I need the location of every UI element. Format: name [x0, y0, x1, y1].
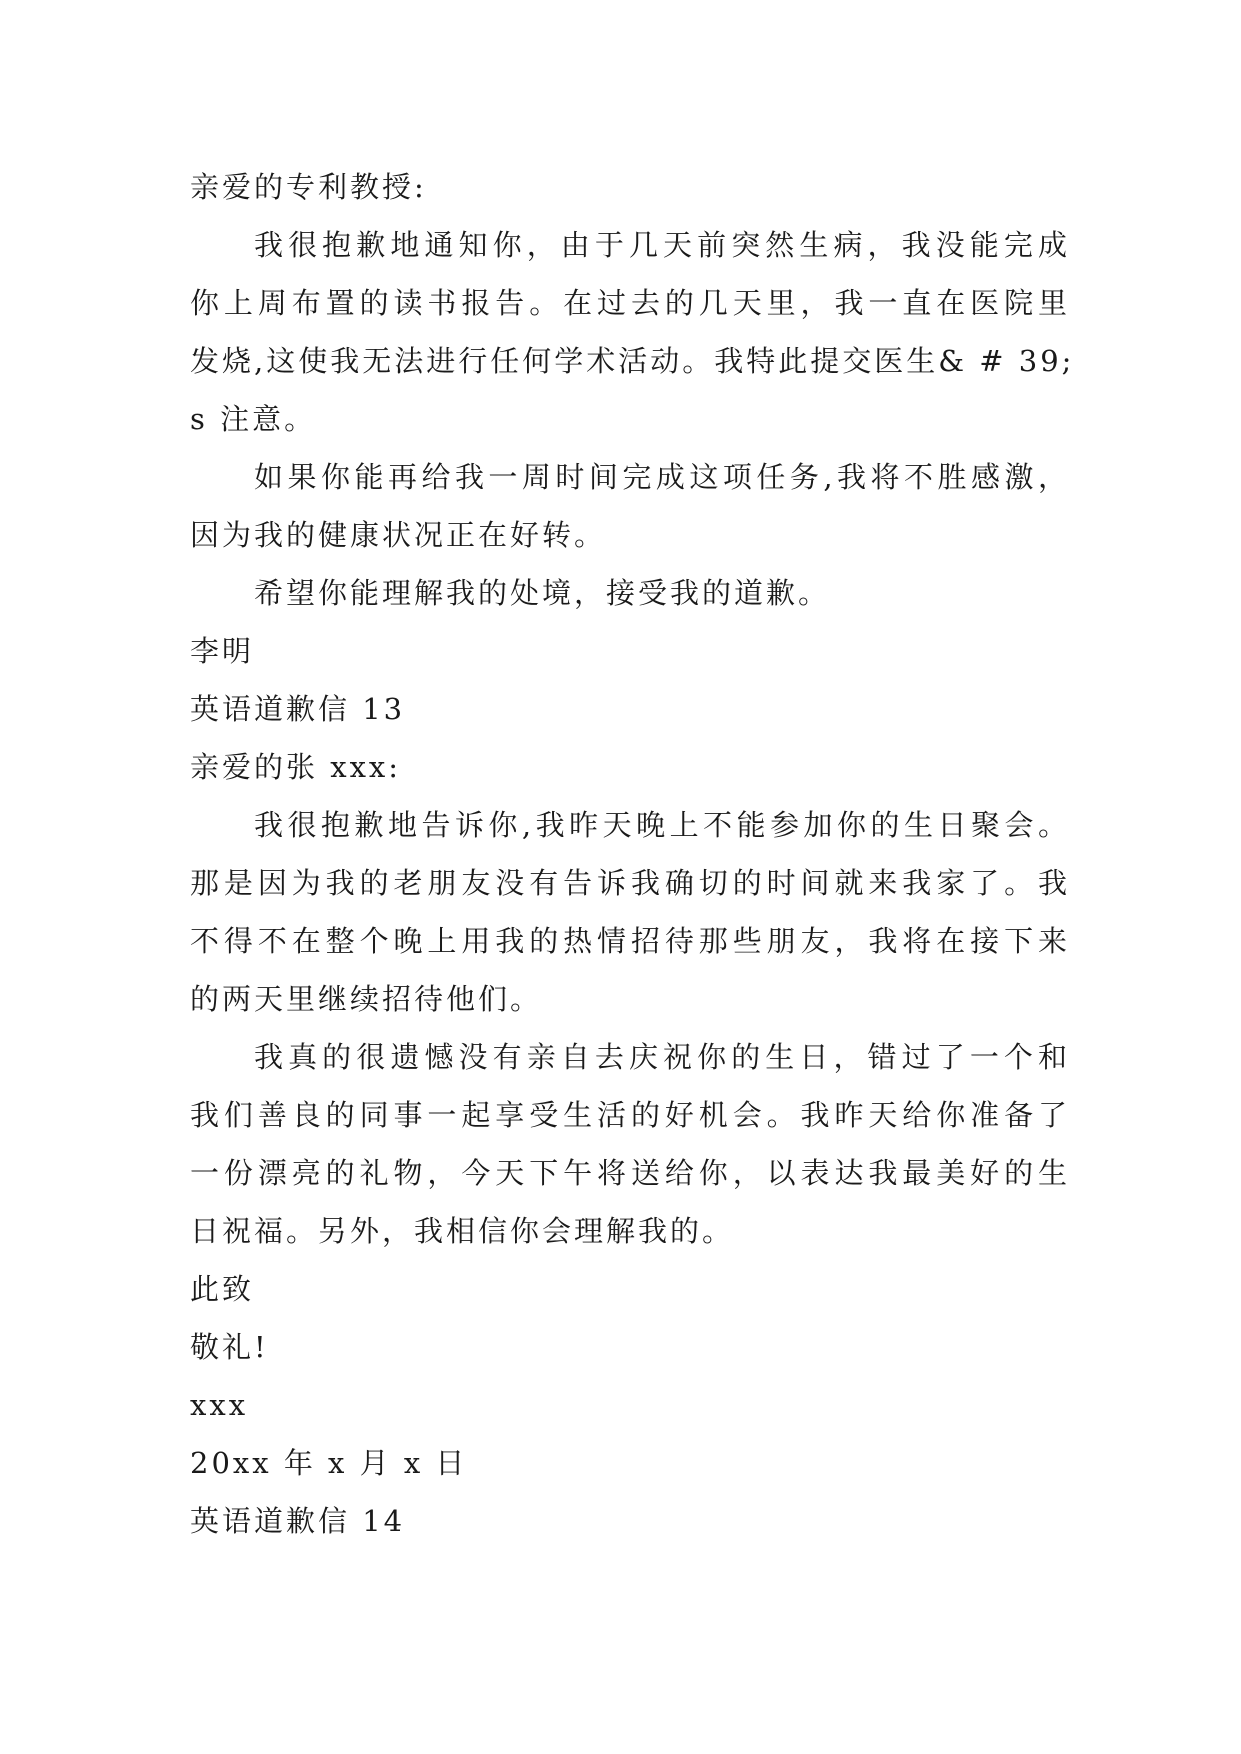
letter-2-paragraph-2-line-1: 我真的很遗憾没有亲自去庆祝你的生日，错过了一个和	[254, 1040, 1070, 1074]
letter-2-paragraph-1-line-2: 那是因为我的老朋友没有告诉我确切的时间就来我家了。我	[190, 866, 1070, 900]
letter-1-paragraph-1-line-4: s 注意。	[190, 402, 317, 436]
letter-1-signature: 李明	[190, 634, 255, 668]
letter-1-paragraph-3: 希望你能理解我的处境，接受我的道歉。	[254, 576, 831, 610]
closing-cizhi: 此致	[190, 1272, 255, 1306]
letter-2-paragraph-1-line-4: 的两天里继续招待他们。	[190, 982, 543, 1016]
closing-jingli: 敬礼!	[190, 1330, 269, 1364]
letter-1-paragraph-1-line-1: 我很抱歉地通知你，由于几天前突然生病，我没能完成	[254, 228, 1070, 262]
letter-2-date: 20xx 年 x 月 x 日	[190, 1446, 468, 1480]
salutation-professor: 亲爱的专利教授:	[190, 170, 427, 204]
letter-1-paragraph-1-line-3: 发烧,这使我无法进行任何学术活动。我特此提交医生& # 39;	[190, 344, 1075, 378]
letter-2-paragraph-2-line-4: 日祝福。另外，我相信你会理解我的。	[190, 1214, 735, 1248]
letter-2-signature: xxx	[190, 1388, 249, 1422]
letter-2-paragraph-1-line-3: 不得不在整个晚上用我的热情招待那些朋友，我将在接下来	[190, 924, 1070, 958]
letter-1-paragraph-2-line-2: 因为我的健康状况正在好转。	[190, 518, 607, 552]
letter-2-paragraph-1-line-1: 我很抱歉地告诉你,我昨天晚上不能参加你的生日聚会。	[254, 808, 1070, 842]
letter-2-paragraph-2-line-3: 一份漂亮的礼物，今天下午将送给你，以表达我最美好的生	[190, 1156, 1070, 1190]
letter-1-paragraph-1-line-2: 你上周布置的读书报告。在过去的几天里，我一直在医院里	[190, 286, 1070, 320]
letter-1-paragraph-2-line-1: 如果你能再给我一周时间完成这项任务,我将不胜感激，	[254, 460, 1070, 494]
salutation-zhang: 亲爱的张 xxx:	[190, 750, 402, 784]
section-heading-13: 英语道歉信 13	[190, 692, 406, 726]
letter-2-paragraph-2-line-2: 我们善良的同事一起享受生活的好机会。我昨天给你准备了	[190, 1098, 1070, 1132]
section-heading-14: 英语道歉信 14	[190, 1504, 406, 1538]
